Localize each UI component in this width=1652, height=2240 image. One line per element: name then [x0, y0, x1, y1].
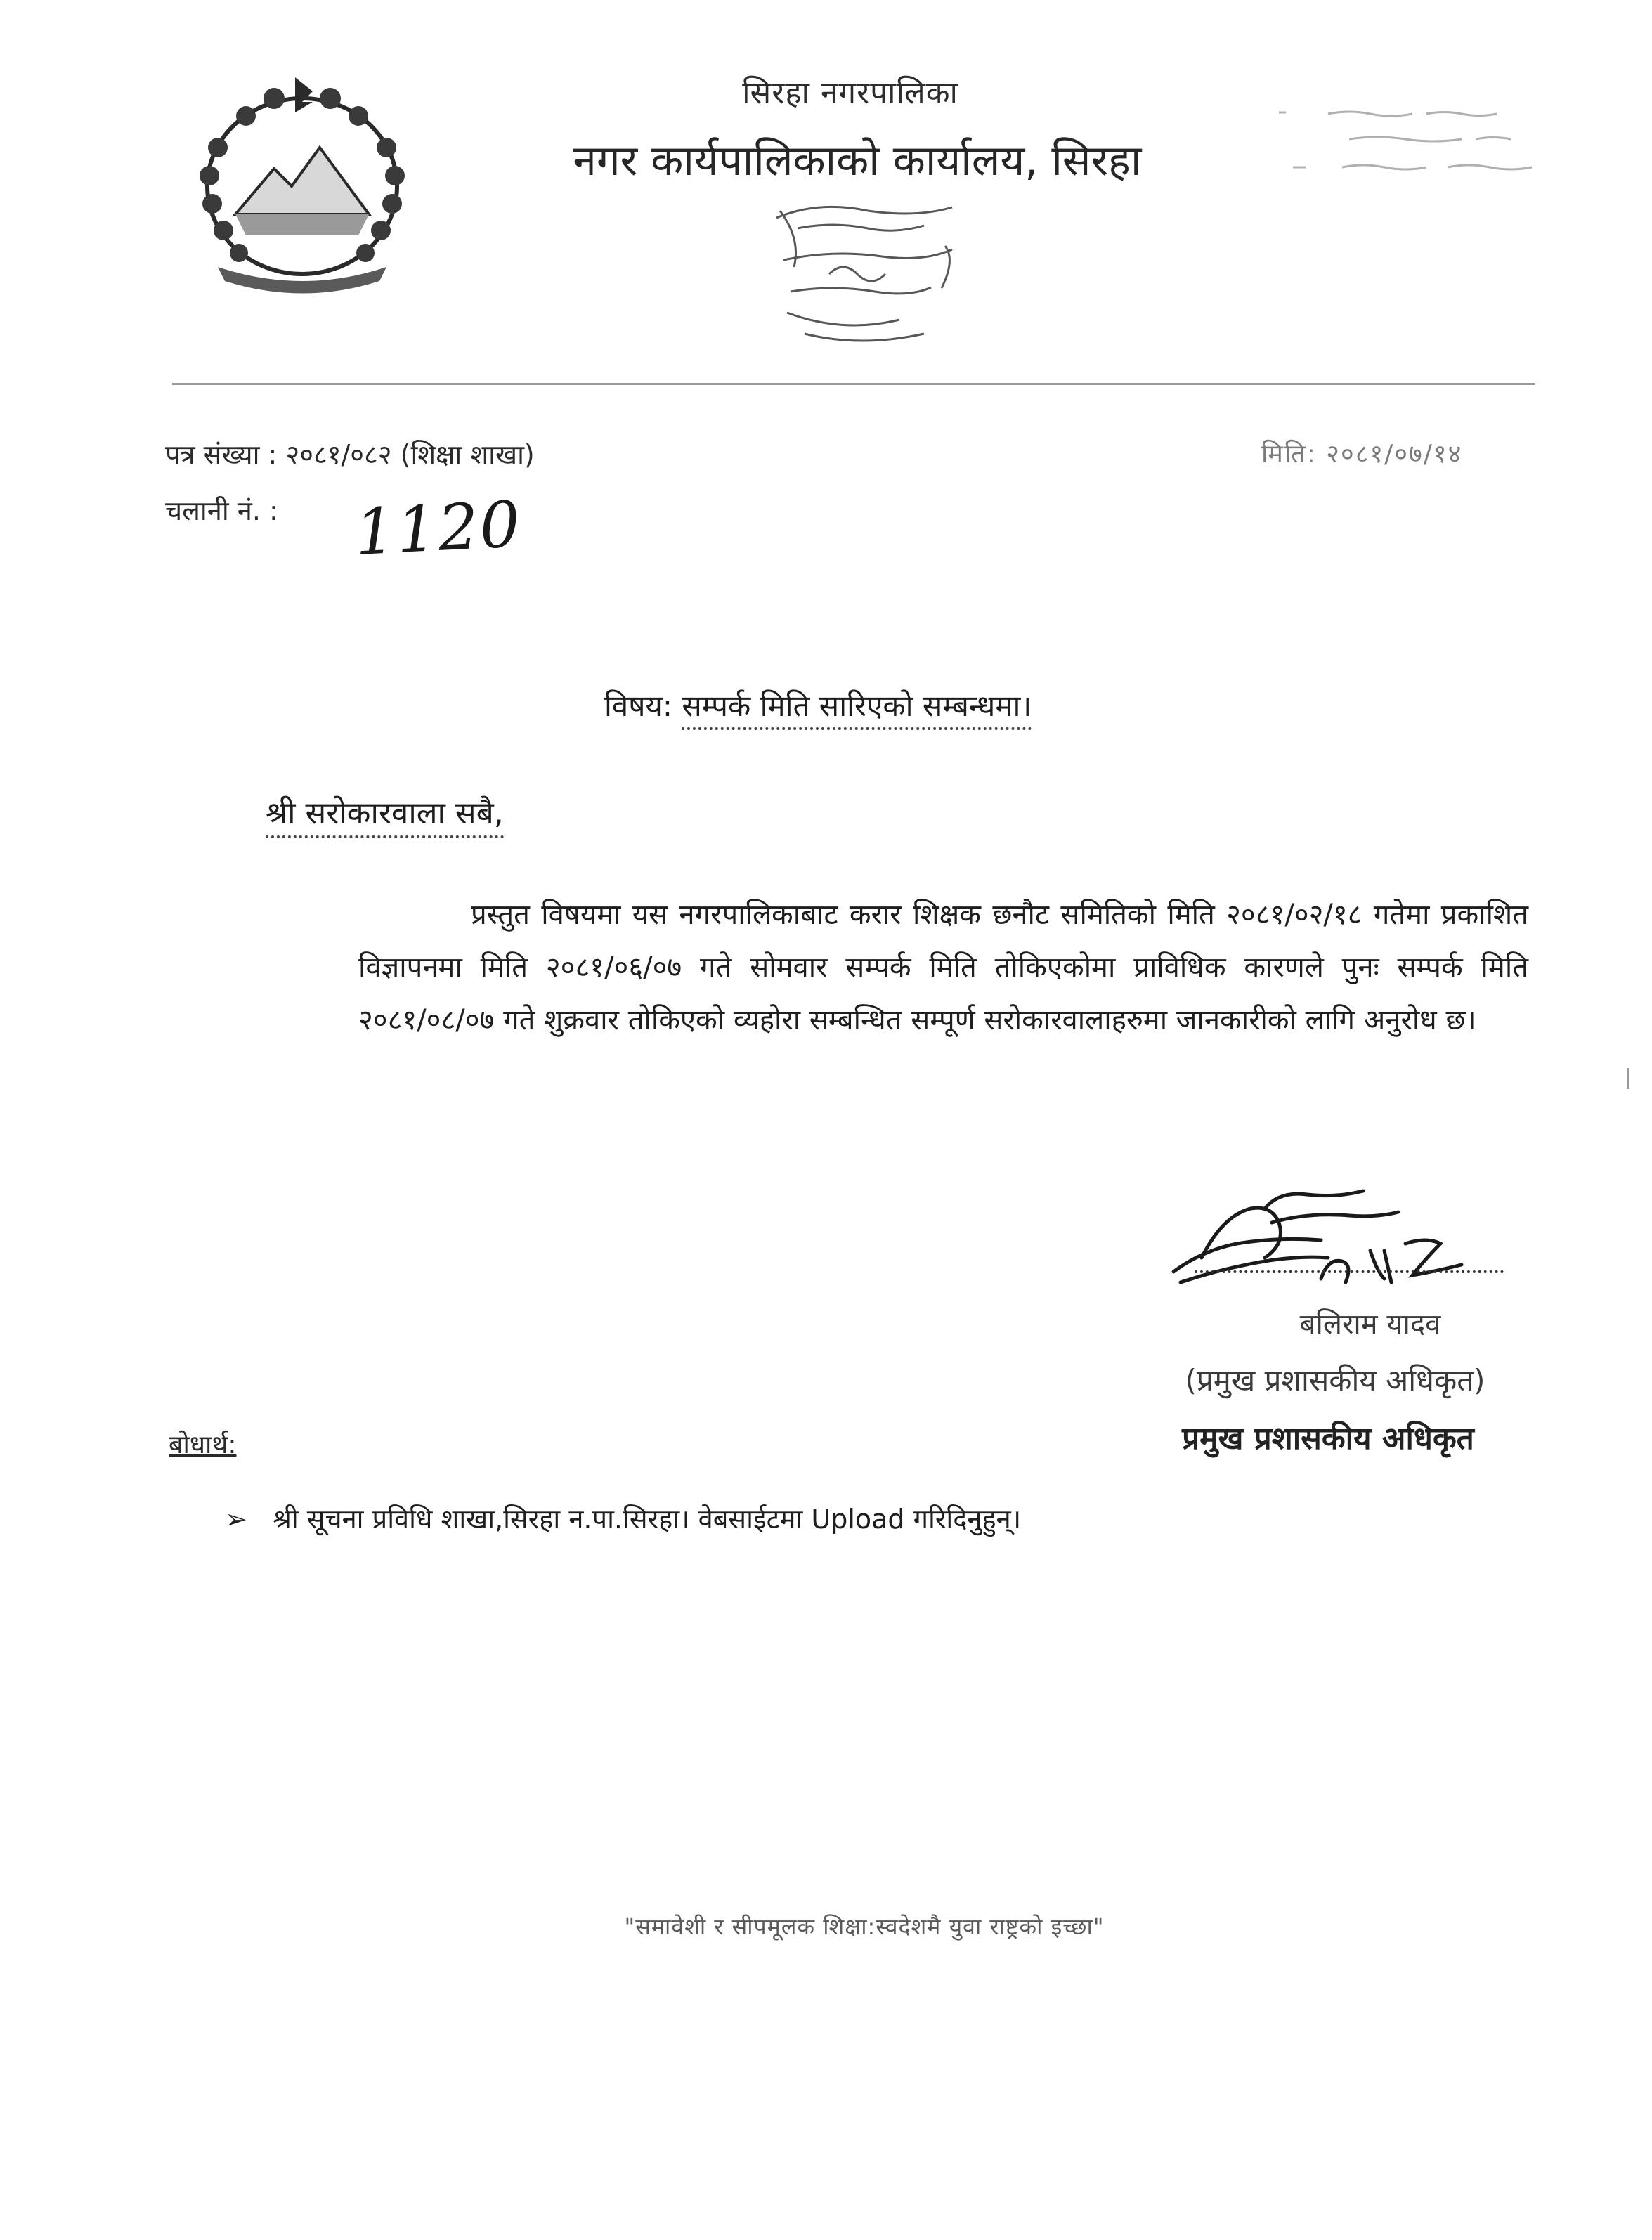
body-paragraph: प्रस्तुत विषयमा यस नगरपालिकाबाट करार शिक्षक छनौट समितिको मिति २०८१/०२/१८ गतेमा प्रकाशित विज्ञापनमा मिति २०८१/०६/०७ गते सोमवार सम्पर्क मिति तोकिएकोमा प्राविधिक कारणले पुनः सम्पर्क मिति २०८१/०८/०७ गते शुक्रवार तोकिएको व्यहोरा सम्बन्धित सम्पूर्ण सरोकारवालाहरुमा जानकारीको लागि अनुरोध छ। — [358, 899, 1528, 1036]
contact-info-faded — [1265, 98, 1546, 183]
nepal-emblem-icon — [169, 63, 436, 295]
letter-reference — [165, 436, 535, 472]
signature-line — [1195, 1270, 1504, 1273]
cc-label: बोधार्थ: — [169, 1431, 237, 1459]
date-value: २०८१/०७/१४ — [1326, 440, 1463, 469]
date-label: मिति: — [1261, 440, 1317, 469]
office-seal-stamp — [762, 190, 973, 358]
cc-item-text: श्री सूचना प्रविधि शाखा,सिरहा न.पा.सिरहा। वेबसाईटमा Upload गरिदिनुहुन्। — [272, 1504, 1022, 1535]
dispatch-number-handwritten: 1120 — [353, 487, 523, 571]
handwritten-signature — [1159, 1180, 1511, 1303]
office-title: नगर कार्यपालिकाको कार्यालय, सिरहा — [573, 136, 1142, 185]
subject-line — [604, 685, 1032, 725]
ref-value: २०८१/०८२ (शिक्षा शाखा) — [285, 439, 535, 470]
municipality-name: सिरहा नगरपालिका — [742, 75, 958, 111]
salutation — [266, 790, 504, 833]
signatory-title: (प्रमुख प्रशासकीय अधिकृत) — [1185, 1363, 1485, 1398]
cc-item — [225, 1500, 1021, 1537]
signatory-name: बलिराम यादव — [1299, 1308, 1441, 1341]
margin-mark — [1627, 1068, 1629, 1089]
signatory-stamp-title: प्रमुख प्रशासकीय अधिकृत — [1182, 1421, 1474, 1457]
footer-slogan: "समावेशी र सीपमूलक शिक्षा:स्वदेशमै युवा राष्ट्रको इच्छा" — [624, 1913, 1105, 1940]
ref-label: पत्र संख्या — [165, 439, 260, 470]
salutation-text: श्री सरोकारवाला सबै, — [266, 795, 504, 838]
header-rule — [172, 383, 1535, 385]
ref-separator: : — [268, 439, 286, 470]
dispatch-number-label: चलानी नं. : — [165, 495, 278, 526]
letter-body — [358, 889, 1528, 1047]
letter-date — [1261, 436, 1462, 470]
arrow-bullet-icon: ➢ — [225, 1504, 247, 1535]
subject-text: सम्पर्क मिति सारिएको सम्बन्धमा। — [682, 689, 1032, 730]
subject-label: विषय: — [604, 689, 673, 723]
